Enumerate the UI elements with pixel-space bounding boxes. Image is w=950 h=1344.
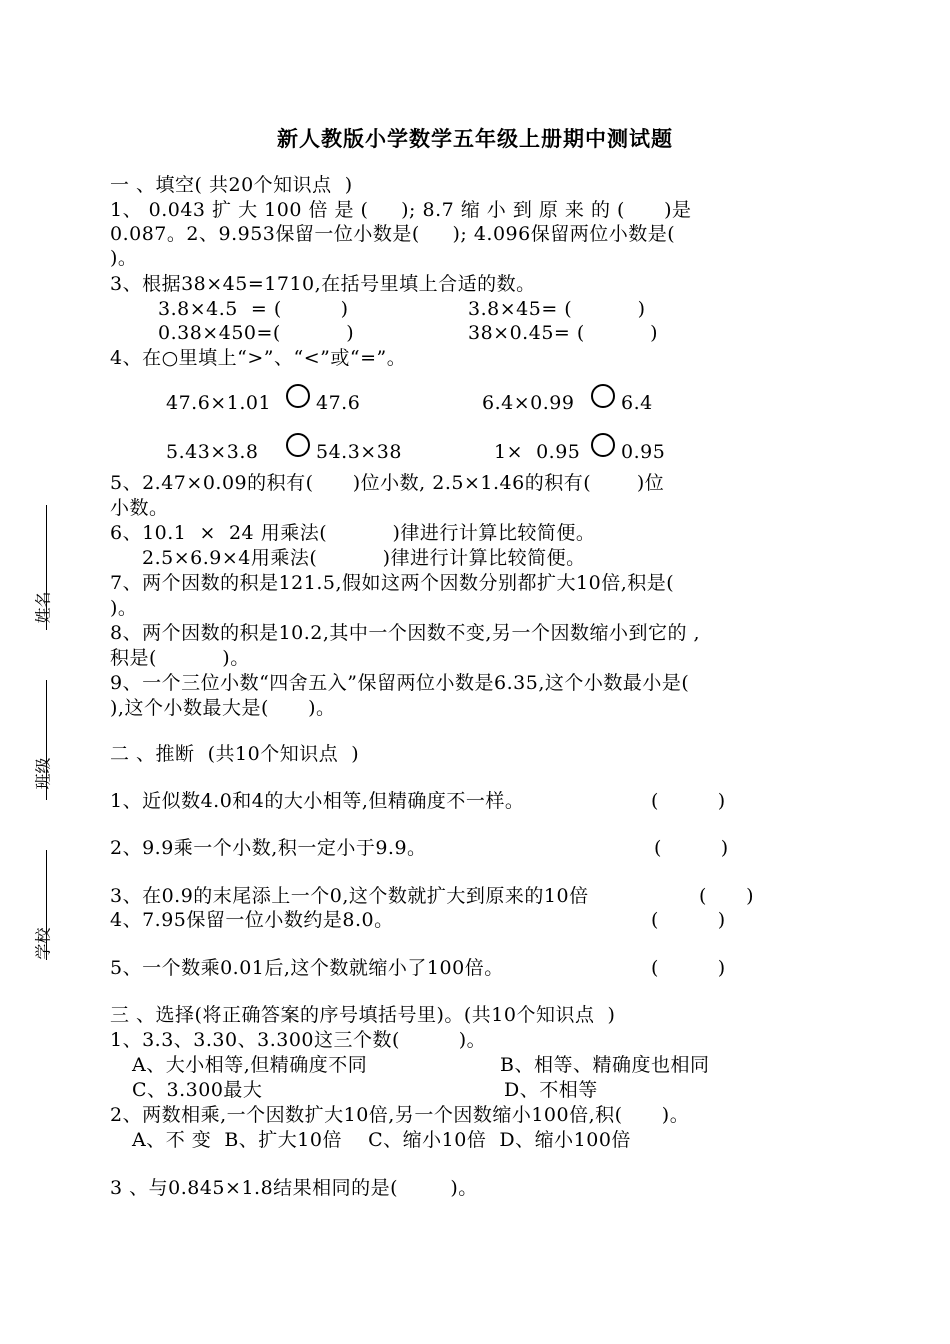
- compare-2-circle[interactable]: [591, 384, 615, 408]
- compare-1-left: 47.6×1.01: [166, 392, 272, 414]
- compare-3-right: 54.3×38: [316, 441, 402, 463]
- q7-line-1: 7、两个因数的积是121.5,假如这两个因数分别都扩大10倍,积是(: [110, 572, 675, 594]
- section-1-header: 一 、填空( 共20个知识点 ): [110, 174, 353, 196]
- judge-5-paren: ( ): [651, 957, 726, 979]
- judge-4-paren: ( ): [651, 909, 726, 931]
- q6-line-1: 6、10.1 × 24 用乘法( )律进行计算比较简便。: [110, 522, 596, 544]
- q5-line-2: 小数。: [110, 497, 169, 519]
- compare-3-circle[interactable]: [286, 433, 310, 457]
- judge-2-paren: ( ): [654, 837, 729, 859]
- q3-c: 0.38×450=( ): [158, 322, 355, 344]
- label-class: 班级: [33, 757, 53, 790]
- choice-2-options: A、不 变 B、扩大10倍 C、缩小10倍 D、缩小100倍: [132, 1129, 631, 1151]
- q4-stem: 4、在○里填上“>”、“<”或“=”。: [110, 347, 407, 369]
- section-3-header: 三 、选择(将正确答案的序号填括号里)。(共10个知识点 ): [110, 1004, 616, 1026]
- q6-line-2: 2.5×6.9×4用乘法( )律进行计算比较简便。: [142, 547, 586, 569]
- q3-stem: 3、根据38×45=1710,在括号里填上合适的数。: [110, 273, 536, 295]
- label-school: 学校: [33, 927, 53, 960]
- judge-3: 3、在0.9的末尾添上一个0,这个数就扩大到原来的10倍: [110, 885, 589, 907]
- label-name: 姓名: [33, 591, 53, 624]
- compare-2-right: 6.4: [621, 392, 653, 414]
- judge-2: 2、9.9乘一个小数,积一定小于9.9。: [110, 837, 427, 859]
- choice-1-c: C、3.300最大: [132, 1079, 263, 1101]
- q9-line-2: ),这个小数最大是( )。: [110, 697, 336, 719]
- choice-1-stem: 1、3.3、3.30、3.300这三个数( )。: [110, 1029, 487, 1051]
- compare-4-circle[interactable]: [591, 433, 615, 457]
- compare-3-left: 5.43×3.8: [166, 441, 259, 463]
- page-title: 新人教版小学数学五年级上册期中测试题: [277, 126, 673, 151]
- q5-line-1: 5、2.47×0.09的积有( )位小数, 2.5×1.46的积有( )位: [110, 472, 665, 494]
- compare-2-left: 6.4×0.99: [482, 392, 575, 414]
- q8-line-2: 积是( )。: [110, 647, 250, 669]
- compare-1-right: 47.6: [316, 392, 361, 414]
- q9-line-1: 9、一个三位小数“四舍五入”保留两位小数是6.35,这个小数最小是(: [110, 672, 690, 694]
- choice-1-a: A、大小相等,但精确度不同: [132, 1054, 368, 1076]
- judge-1-paren: ( ): [651, 790, 726, 812]
- q8-line-1: 8、两个因数的积是10.2,其中一个因数不变,另一个因数缩小到它的 ,: [110, 622, 701, 644]
- section-2-header: 二 、推断 (共10个知识点 ): [110, 743, 360, 765]
- judge-5: 5、一个数乘0.01后,这个数就缩小了100倍。: [110, 957, 504, 979]
- judge-4: 4、7.95保留一位小数约是8.0。: [110, 909, 394, 931]
- judge-1: 1、近似数4.0和4的大小相等,但精确度不一样。: [110, 790, 525, 812]
- q3-a: 3.8×4.5 = ( ): [158, 298, 349, 320]
- choice-2-stem: 2、两数相乘,一个因数扩大10倍,另一个因数缩小100倍,积( )。: [110, 1104, 690, 1126]
- compare-4-left: 1× 0.95: [494, 441, 581, 463]
- q1-line-2: 0.087。2、9.953保留一位小数是( ); 4.096保留两位小数是(: [110, 223, 676, 245]
- q3-b: 3.8×45= ( ): [468, 298, 646, 320]
- judge-3-paren: ( ): [699, 885, 755, 907]
- q1-line-1: 1、 0.043 扩 大 100 倍 是 ( ); 8.7 缩 小 到 原 来 的 ( )是: [110, 199, 692, 221]
- compare-1-circle[interactable]: [286, 384, 310, 408]
- compare-4-right: 0.95: [621, 441, 666, 463]
- choice-1-b: B、相等、精确度也相同: [500, 1054, 710, 1076]
- q3-d: 38×0.45= ( ): [468, 322, 659, 344]
- q1-line-3: )。: [110, 247, 138, 269]
- choice-3-stem: 3 、与0.845×1.8结果相同的是( )。: [110, 1177, 478, 1199]
- q7-line-2: )。: [110, 597, 138, 619]
- choice-1-d: D、不相等: [504, 1079, 598, 1101]
